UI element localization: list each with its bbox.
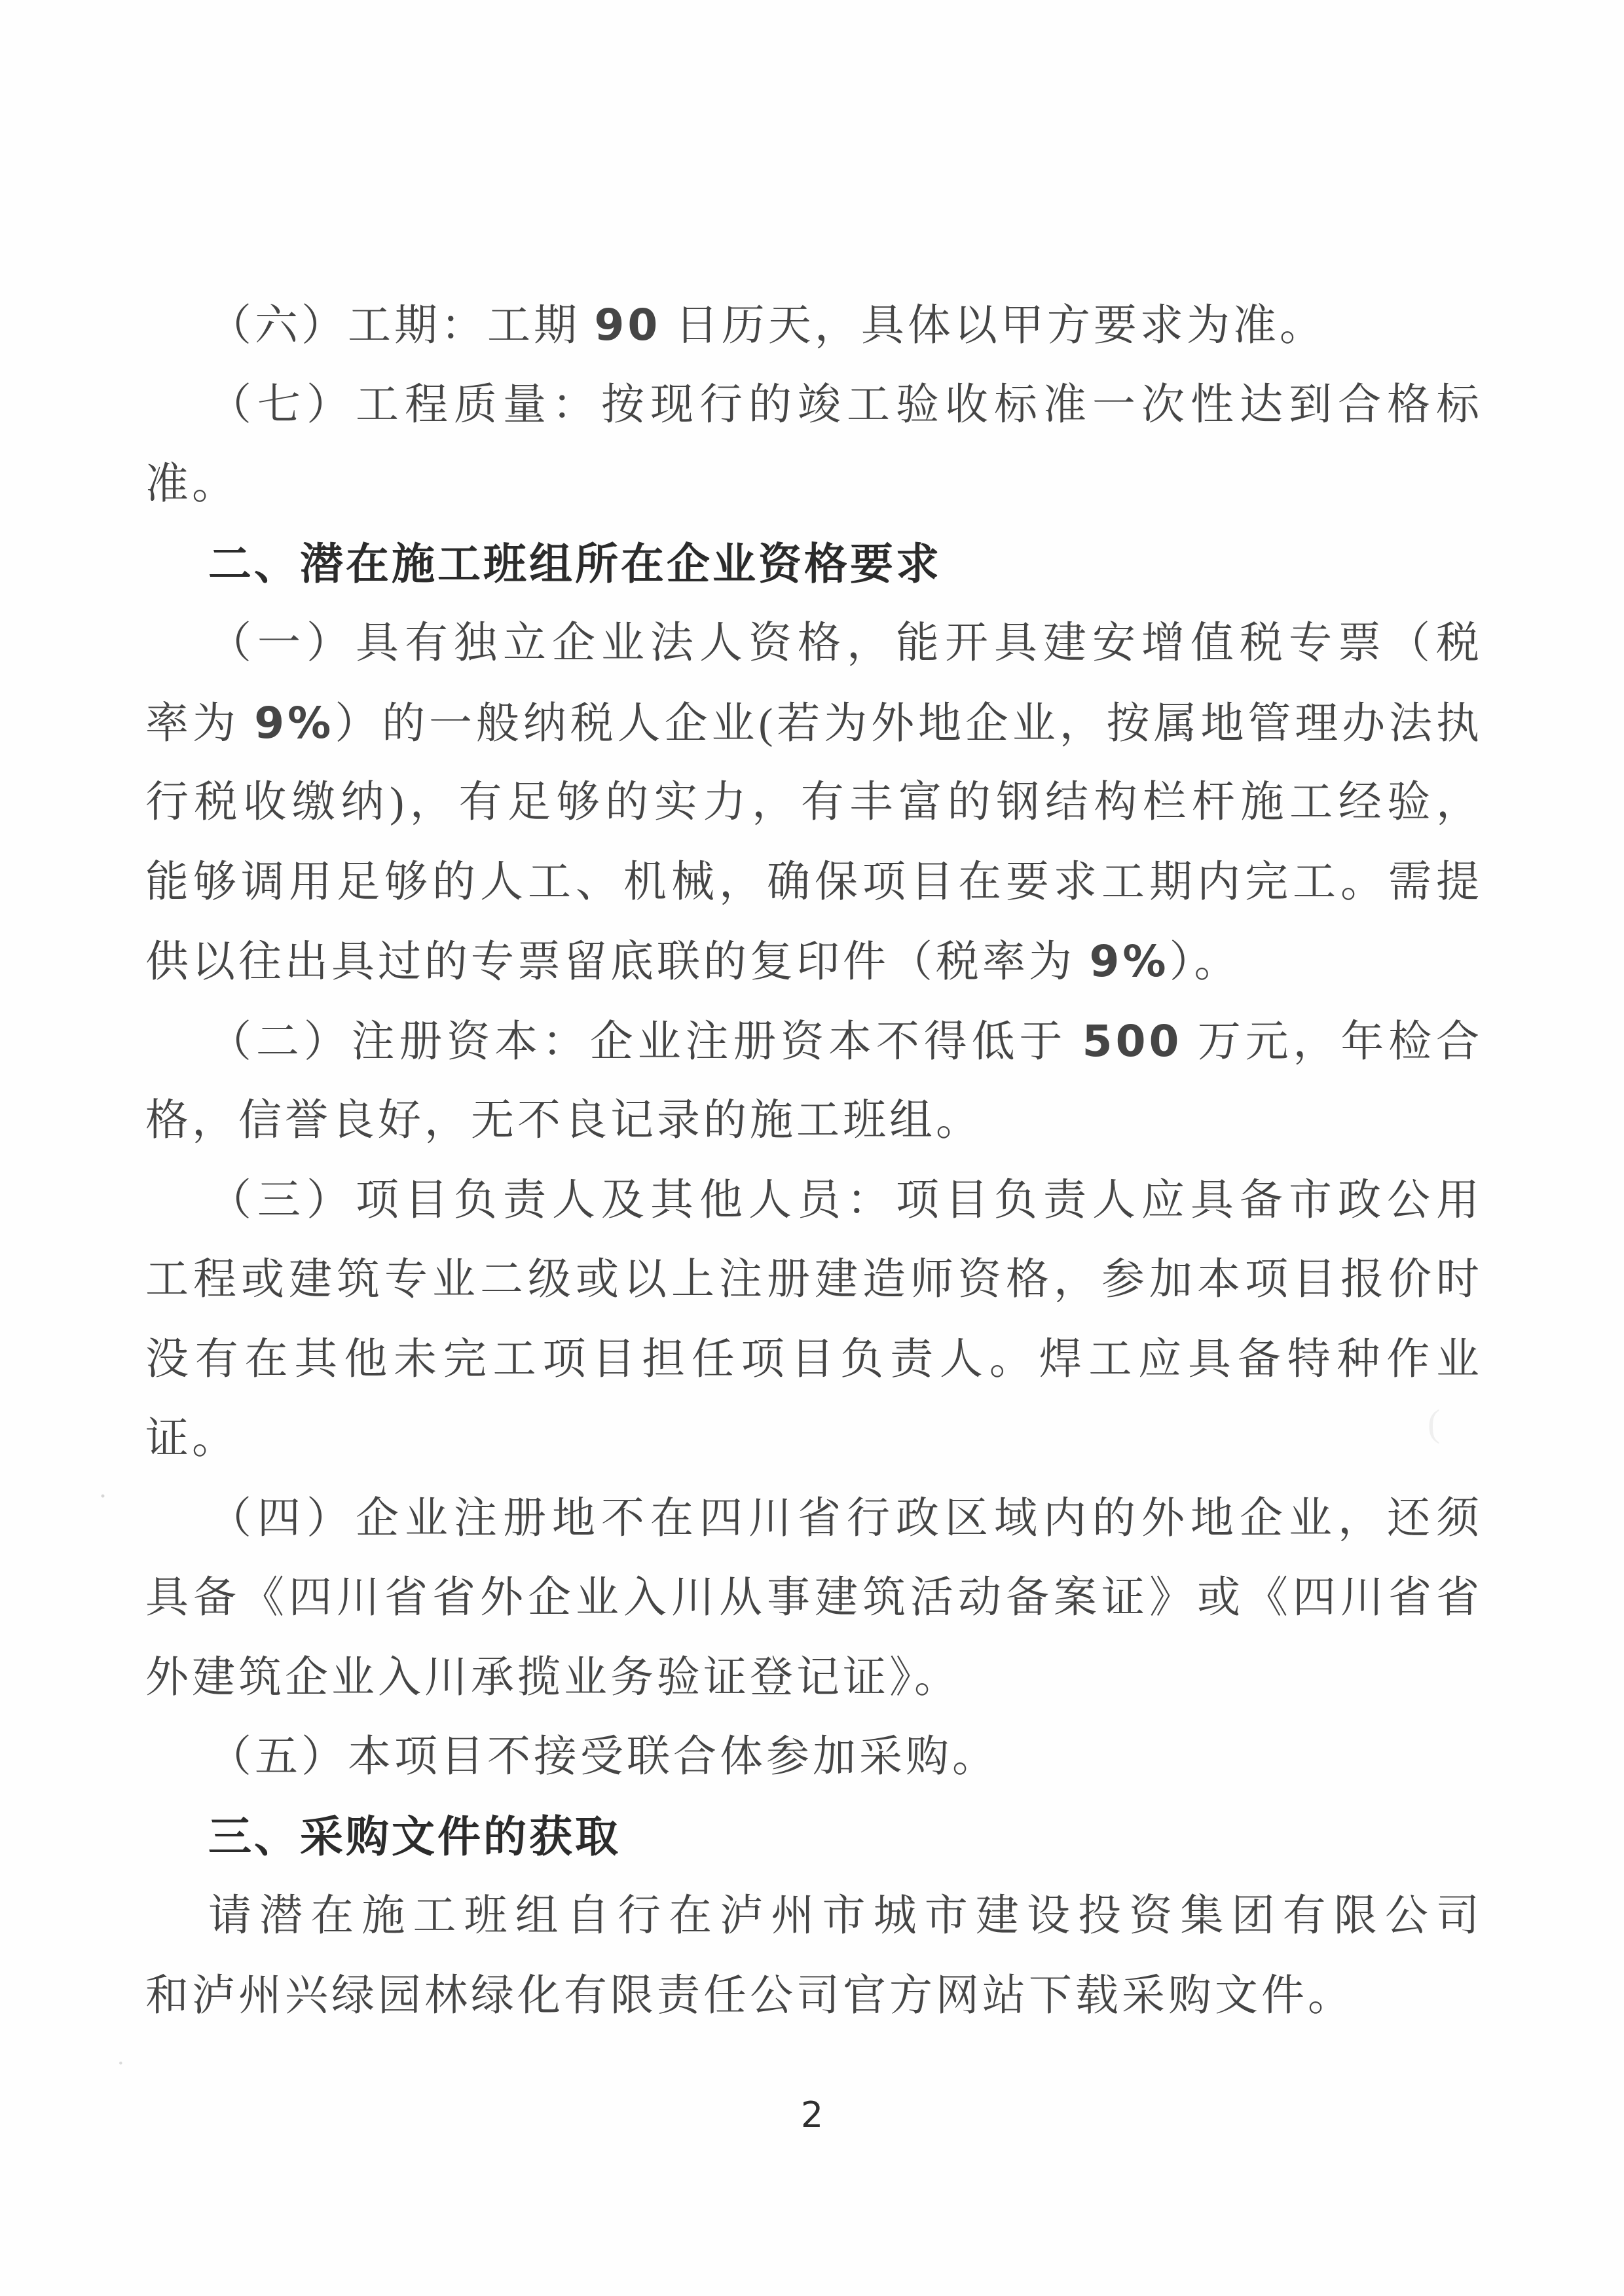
text-segment: 供以往出具过的专票留底联的复印件（税率为 bbox=[145, 938, 1090, 986]
text-line bbox=[145, 683, 1483, 763]
text-segment: 请潜在施工班组自行在泸州市城市建设投资集团有限公司 bbox=[208, 1892, 1483, 1940]
text-segment: （三）项目负责人及其他人员：项目负责人应具备市政公用 bbox=[208, 1176, 1483, 1224]
text-segment: （五）本项目不接受联合体参加采购。 bbox=[208, 1733, 999, 1781]
text-line bbox=[145, 1717, 1483, 1797]
text-segment: （四）企业注册地不在四川省行政区域内的外地企业，还须 bbox=[208, 1494, 1483, 1542]
text-segment: ）的一般纳税人企业(若为外地企业，按属地管理办法执 bbox=[334, 699, 1483, 748]
text-segment: 外建筑企业入川承揽业务验证登记证》。 bbox=[145, 1653, 961, 1702]
section-heading bbox=[145, 524, 1483, 604]
text-segment: 没有在其他未完工项目担任项目负责人。焊工应具备特种作业 bbox=[145, 1335, 1483, 1383]
text-segment: 格，信誉良好，无不良记录的施工班组。 bbox=[145, 1097, 982, 1144]
text-segment: （一）具有独立企业法人资格，能开具建安增值税专票（税 bbox=[208, 619, 1483, 667]
text-line bbox=[145, 1876, 1483, 1956]
text-segment: ）。 bbox=[1169, 938, 1241, 986]
text-segment: 能够调用足够的人工、机械，确保项目在要求工期内完工。需提 bbox=[145, 858, 1483, 906]
scan-speck: ( bbox=[1428, 1402, 1441, 1444]
text-segment: 三、采购文件的获取 bbox=[208, 1812, 621, 1861]
text-line bbox=[145, 1240, 1483, 1320]
text-line bbox=[145, 843, 1483, 922]
scan-speck: · bbox=[117, 2050, 125, 2077]
text-line bbox=[145, 445, 1483, 524]
text-line bbox=[145, 365, 1483, 445]
text-line bbox=[145, 1002, 1483, 1082]
text-segment: （六）工期：工期 bbox=[208, 302, 595, 350]
text-segment: 万元，年检合 bbox=[1182, 1017, 1483, 1066]
text-line bbox=[145, 1399, 1483, 1479]
text-line bbox=[145, 763, 1483, 843]
text-segment: 行税收缴纳)，有足够的实力，有丰富的钢结构栏杆施工经验， bbox=[145, 778, 1483, 826]
document-body bbox=[145, 285, 1483, 2035]
text-segment: 日历天，具体以甲方要求为准。 bbox=[661, 302, 1326, 350]
text-segment: 具备《四川省省外企业入川从事建筑活动备案证》或《四川省省 bbox=[145, 1574, 1483, 1622]
text-segment: （二）注册资本：企业注册资本不得低于 bbox=[208, 1017, 1082, 1066]
text-line bbox=[145, 1161, 1483, 1241]
text-segment: 和泸州兴绿园林绿化有限责任公司官方网站下载采购文件。 bbox=[145, 1971, 1354, 2020]
text-segment: （七）工程质量：按现行的竣工验收标准一次性达到合格标 bbox=[208, 380, 1483, 429]
numeric-text: 90 bbox=[594, 300, 661, 350]
numeric-text: 9% bbox=[254, 697, 335, 748]
text-line bbox=[145, 285, 1483, 365]
numeric-text: 500 bbox=[1082, 1015, 1183, 1066]
text-line bbox=[145, 1479, 1483, 1559]
text-line bbox=[145, 1081, 1483, 1161]
text-line bbox=[145, 922, 1483, 1002]
text-line bbox=[145, 1320, 1483, 1400]
text-segment: 工程或建筑专业二级或以上注册建造师资格，参加本项目报价时 bbox=[145, 1256, 1483, 1303]
text-line bbox=[145, 1558, 1483, 1638]
text-segment: 率为 bbox=[145, 699, 255, 748]
text-segment: 证。 bbox=[145, 1415, 238, 1463]
scan-speck: · bbox=[98, 1482, 107, 1512]
section-heading bbox=[145, 1797, 1483, 1877]
numeric-text: 9% bbox=[1089, 936, 1170, 987]
text-line bbox=[145, 1956, 1483, 2036]
text-segment: 准。 bbox=[145, 460, 238, 508]
text-line bbox=[145, 1638, 1483, 1718]
text-segment: 二、潜在施工班组所在企业资格要求 bbox=[208, 539, 942, 588]
text-line bbox=[145, 604, 1483, 683]
page-number: 2 bbox=[800, 2094, 824, 2136]
